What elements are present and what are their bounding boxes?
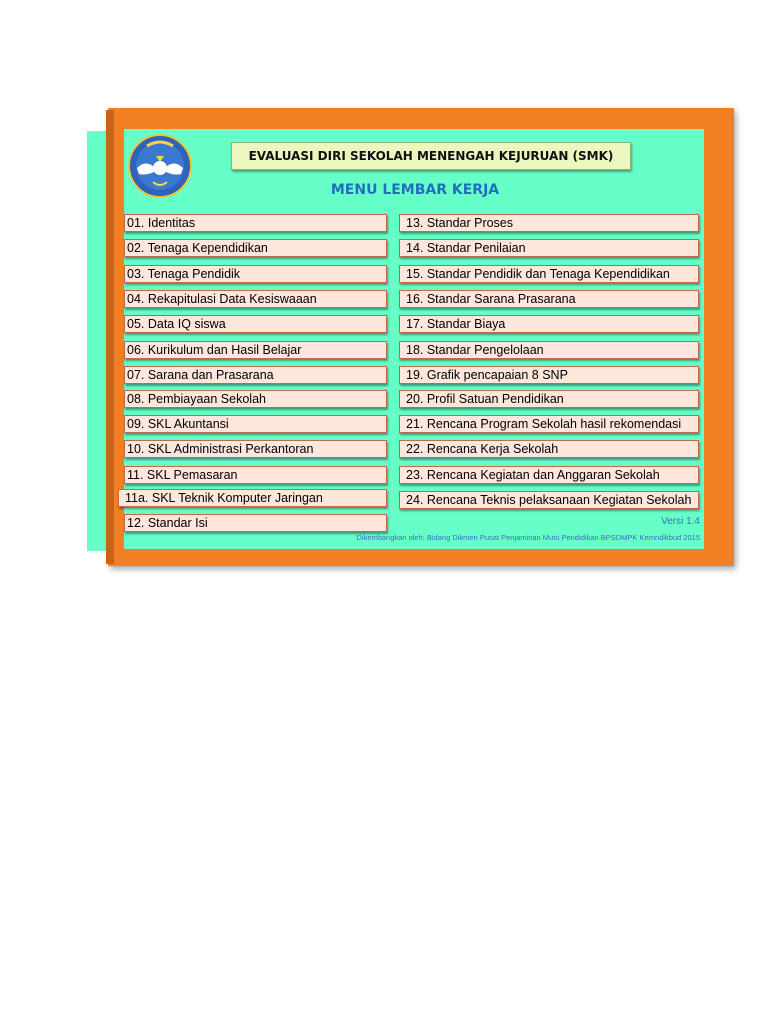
page-title: EVALUASI DIRI SEKOLAH MENENGAH KEJURUAN (SMK) — [231, 142, 631, 170]
menu-button-24-rencana-teknis[interactable]: 24. Rencana Teknis pelaksanaan Kegiatan Sekolah — [399, 491, 699, 509]
menu-button-12-standar-isi[interactable]: 12. Standar Isi — [124, 514, 387, 532]
menu-button-20-profil-satuan[interactable]: 20. Profil Satuan Pendidikan — [399, 390, 699, 408]
menu-button-19-grafik-snp[interactable]: 19. Grafik pencapaian 8 SNP — [399, 366, 699, 384]
menu-button-18-standar-pengelolaan[interactable]: 18. Standar Pengelolaan — [399, 341, 699, 359]
tut-wuri-handayani-logo-icon — [127, 132, 193, 204]
menu-button-14-standar-penilaian[interactable]: 14. Standar Penilaian — [399, 239, 699, 257]
menu-button-04-rekapitulasi-kesiswaan[interactable]: 04. Rekapitulasi Data Kesiswaaan — [124, 290, 387, 308]
menu-button-09-skl-akuntansi[interactable]: 09. SKL Akuntansi — [124, 415, 387, 433]
menu-button-23-rencana-kegiatan[interactable]: 23. Rencana Kegiatan dan Anggaran Sekolah — [399, 466, 699, 484]
menu-button-11-skl-pemasaran[interactable]: 11. SKL Pemasaran — [124, 466, 387, 484]
menu-button-15-standar-pendidik[interactable]: 15. Standar Pendidik dan Tenaga Kependidikan — [399, 265, 699, 283]
menu-button-07-sarana-prasarana[interactable]: 07. Sarana dan Prasarana — [124, 366, 387, 384]
credit-text: Dikembangkan oleh: Bidang Dikmen Pusat Penjaminan Mutu Pendidikan BPSDMPK Kemndikbud 2015 — [356, 533, 700, 542]
version-label: Versi 1.4 — [661, 516, 700, 527]
menu-button-21-rencana-program[interactable]: 21. Rencana Program Sekolah hasil rekomendasi — [399, 415, 699, 433]
menu-button-01-identitas[interactable]: 01. Identitas — [124, 214, 387, 232]
menu-button-02-tenaga-kependidikan[interactable]: 02. Tenaga Kependidikan — [124, 239, 387, 257]
menu-button-06-kurikulum[interactable]: 06. Kurikulum dan Hasil Belajar — [124, 341, 387, 359]
frame-left-edge — [106, 110, 114, 564]
menu-button-11a-skl-tkj[interactable]: 11a. SKL Teknik Komputer Jaringan — [118, 489, 387, 507]
menu-button-03-tenaga-pendidik[interactable]: 03. Tenaga Pendidik — [124, 265, 387, 283]
menu-button-16-standar-sarana[interactable]: 16. Standar Sarana Prasarana — [399, 290, 699, 308]
menu-button-22-rencana-kerja[interactable]: 22. Rencana Kerja Sekolah — [399, 440, 699, 458]
menu-button-08-pembiayaan[interactable]: 08. Pembiayaan Sekolah — [124, 390, 387, 408]
menu-button-05-data-iq-siswa[interactable]: 05. Data IQ siswa — [124, 315, 387, 333]
menu-button-17-standar-biaya[interactable]: 17. Standar Biaya — [399, 315, 699, 333]
menu-button-10-skl-administrasi[interactable]: 10. SKL Administrasi Perkantoran — [124, 440, 387, 458]
menu-subtitle: MENU LEMBAR KERJA — [330, 182, 500, 198]
menu-button-13-standar-proses[interactable]: 13. Standar Proses — [399, 214, 699, 232]
